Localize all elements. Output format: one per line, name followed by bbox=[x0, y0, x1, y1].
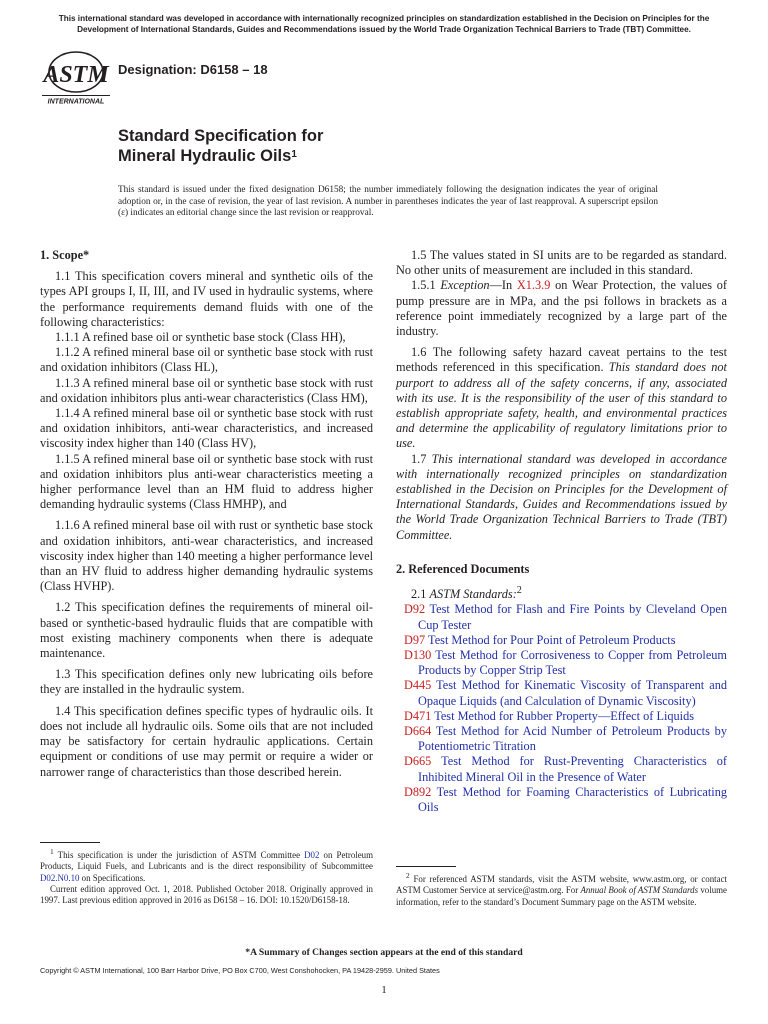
reference-code-link[interactable]: D130 bbox=[404, 647, 432, 662]
title-line1: Standard Specification for bbox=[118, 127, 324, 145]
document-title bbox=[118, 127, 323, 166]
tbt-notice-line1: This international standard was developed in accordance with internationally recognized principles on standardization established in the Decision on Principles for the bbox=[58, 14, 710, 23]
right-column bbox=[396, 248, 727, 815]
reference-item bbox=[396, 602, 727, 632]
para-1-5: 1.5 The values stated in SI units are to be regarded as standard. No other units of measurement are included in this standard. bbox=[396, 248, 727, 278]
reference-code-link[interactable]: D445 bbox=[404, 678, 432, 693]
para-1-3: 1.3 This specification defines only new lubricating oils before they are installed in the hydraulic system. bbox=[40, 667, 373, 697]
para-1-1-6: 1.1.6 A refined mineral base oil with rust or synthetic base stock and oxidation inhibitors, anti-wear characteristics, and increased viscosity index higher than 140 meeting a higher performance level than an HV fluid to address higher demanding hydraulic systems (Class HVHP). bbox=[40, 518, 373, 594]
d02-n0-10-link[interactable]: D02.N0.10 bbox=[40, 872, 80, 883]
para-1-6: 1.6 The following safety hazard caveat pertains to the test methods referenced in this specification. This standard does not purport to address all of the safety concerns, if any, associated with its use. It is the responsibility of the user of this standard to establish appropriate safety, health, and environmental practices and determine the applicability of regulatory limitations prior to use. bbox=[396, 345, 727, 451]
reference-title-link[interactable]: Test Method for Rust-Preventing Characteristics of Inhibited Mineral Oil in the Presence of Water bbox=[418, 754, 728, 784]
references-heading: 2. Referenced Documents bbox=[396, 561, 530, 576]
reference-code-link[interactable]: D471 bbox=[404, 708, 432, 723]
astm-logo bbox=[36, 50, 116, 106]
reference-title-link[interactable]: Test Method for Pour Point of Petroleum Products bbox=[428, 632, 676, 647]
reference-title-link[interactable]: Test Method for Acid Number of Petroleum Products by Potentiometric Titration bbox=[418, 723, 727, 754]
reference-title-link[interactable]: Test Method for Corrosiveness to Copper from Petroleum Products by Copper Strip Test bbox=[418, 647, 727, 678]
reference-title-link[interactable]: Test Method for Kinematic Viscosity of Transparent and Opaque Liquids (and Calculation of Dynamic Viscosity) bbox=[418, 678, 728, 708]
reference-code-link[interactable]: D664 bbox=[404, 723, 432, 738]
reference-item bbox=[396, 724, 727, 754]
reference-item bbox=[396, 678, 727, 708]
title-line2: Mineral Hydraulic Oils$^1$ bbox=[118, 146, 297, 165]
tbt-notice bbox=[34, 13, 734, 35]
reference-code-link[interactable]: D92 bbox=[404, 602, 426, 617]
para-1-5-1: 1.5.1 Exception—In X1.3.9 on Wear Protection, the values of pump pressure are in MPa, and the psi follows in brackets as a reference point immediately recognized by a large part of the industry. bbox=[396, 278, 728, 339]
para-1-1-2: 1.1.2 A refined mineral base oil or synthetic base stock with rust and oxidation inhibitors (Class HL), bbox=[40, 345, 373, 375]
reference-code-link[interactable]: D892 bbox=[404, 784, 432, 799]
footnote-2 bbox=[396, 866, 727, 908]
logo-text: ASTM bbox=[43, 62, 109, 88]
left-column bbox=[40, 248, 373, 780]
tbt-notice-line2: Development of International Standards, Guides and Recommendations issued by the World Trade Organization Technical Barriers to Trade (TBT) Committee. bbox=[77, 25, 691, 34]
footnote-1-text: $^1$ This specification is under the jurisdiction of ASTM Committee D02 on Petroleum Products, Liquid Fuels, and Lubricants and is the direct responsibility of Subcommittee D02.N0.10 on Specifications. bbox=[40, 847, 374, 883]
reference-item bbox=[396, 754, 727, 784]
standard-note: This standard is issued under the fixed designation D6158; the number immediately following the designation indicates the year of original adoption or, in the case of revision, the year of last revision. A number in parentheses indicates the year of last reapproval. A superscript epsilon (ε) indicates an editorial change since the last revision or reapproval. bbox=[118, 185, 658, 219]
logo-sub: INTERNATIONAL bbox=[47, 98, 105, 106]
para-1-1-5: 1.1.5 A refined mineral base oil or synthetic base stock with rust and oxidation inhibitors plus anti-wear characteristics meeting a higher performance level than an HM fluid to address higher demanding hydraulic systems (Class HMHP), and bbox=[40, 451, 373, 512]
footnote-2-text: $^2$ For referenced ASTM standards, visit the ASTM website, www.astm.org, or contact ASTM Customer Service at service@astm.org. For Annual Book of ASTM Standards volume information, refer to the standard’s Document Summary page on the ASTM website. bbox=[396, 871, 727, 907]
reference-item bbox=[396, 709, 727, 724]
summary-of-changes-note: *A Summary of Changes section appears at the end of this standard bbox=[245, 947, 523, 958]
para-1-1-3: 1.1.3 A refined mineral base oil or synthetic base stock with rust and oxidation inhibitors plus anti-wear characteristics (Class HM), bbox=[40, 375, 373, 405]
footnote-rule bbox=[40, 842, 100, 843]
para-1-1-1: 1.1.1 A refined base oil or synthetic base stock (Class HH), bbox=[55, 330, 346, 345]
footnote-1 bbox=[40, 842, 373, 906]
para-1-7: 1.7 This international standard was developed in accordance with internationally recognized principles on standardization established in the Decision on Principles for the Development of International Standards, Guides and Recommendations issued by the World Trade Organization Technical Barriers to Trade (TBT) Committee. bbox=[396, 451, 727, 542]
designation: Designation: D6158 – 18 bbox=[118, 62, 268, 77]
reference-title-link[interactable]: Test Method for Rubber Property—Effect of Liquids bbox=[434, 708, 695, 723]
scope-heading: 1. Scope* bbox=[40, 248, 90, 262]
para-1-4: 1.4 This specification defines specific types of hydraulic oils. It does not include all hydraulic oils. Some oils that are not included may be satisfactory for certain hydraulic applications. Certain equipment or conditions of use may permit or require a wider or narrower range of characteristics than those described herein. bbox=[40, 703, 373, 779]
reference-code-link[interactable]: D97 bbox=[404, 632, 426, 647]
reference-item bbox=[396, 633, 727, 648]
x1-3-9-link[interactable]: X1.3.9 bbox=[516, 278, 551, 293]
reference-title-link[interactable]: Test Method for Flash and Fire Points by Cleveland Open Cup Tester bbox=[418, 602, 728, 632]
astm-standards-intro: 2.1 ASTM Standards:$^2$ bbox=[411, 585, 522, 602]
reference-item bbox=[396, 785, 727, 815]
footnote-1-edition: Current edition approved Oct. 1, 2018. Published October 2018. Originally approved in 1997. Last previous edition approved in 2016 as D6158 – 16. DOI: 10.1520/D6158-18. bbox=[40, 883, 373, 906]
para-1-2: 1.2 This specification defines the requirements of mineral oil-based or synthetic-based hydraulic fluids that are compatible with most existing machinery components when there is adequate maintenance. bbox=[40, 600, 373, 661]
copyright: Copyright © ASTM International, 100 Barr Harbor Drive, PO Box C700, West Conshohocken, PA 19428-2959. United States bbox=[40, 966, 440, 975]
para-1-1-4: 1.1.4 A refined mineral base oil or synthetic base stock with rust and oxidation inhibitors, anti-wear characteristics, and increased viscosity index higher than 140 (Class HV), bbox=[40, 406, 373, 451]
d02-link[interactable]: D02 bbox=[304, 849, 320, 860]
para-1-1: 1.1 This specification covers mineral and synthetic oils of the types API groups I, II, III, and IV used in hydraulic systems, where the performance requirements demand fluids with one of the following characteristics: bbox=[40, 269, 373, 329]
footnote-rule bbox=[396, 866, 456, 867]
reference-item bbox=[396, 648, 727, 678]
title-footnote-ref[interactable]: 1 bbox=[291, 148, 297, 160]
page-number: 1 bbox=[381, 984, 387, 996]
reference-list bbox=[396, 602, 727, 815]
reference-code-link[interactable]: D665 bbox=[404, 754, 432, 769]
reference-title-link[interactable]: Test Method for Foaming Characteristics of Lubricating Oils bbox=[418, 784, 727, 814]
